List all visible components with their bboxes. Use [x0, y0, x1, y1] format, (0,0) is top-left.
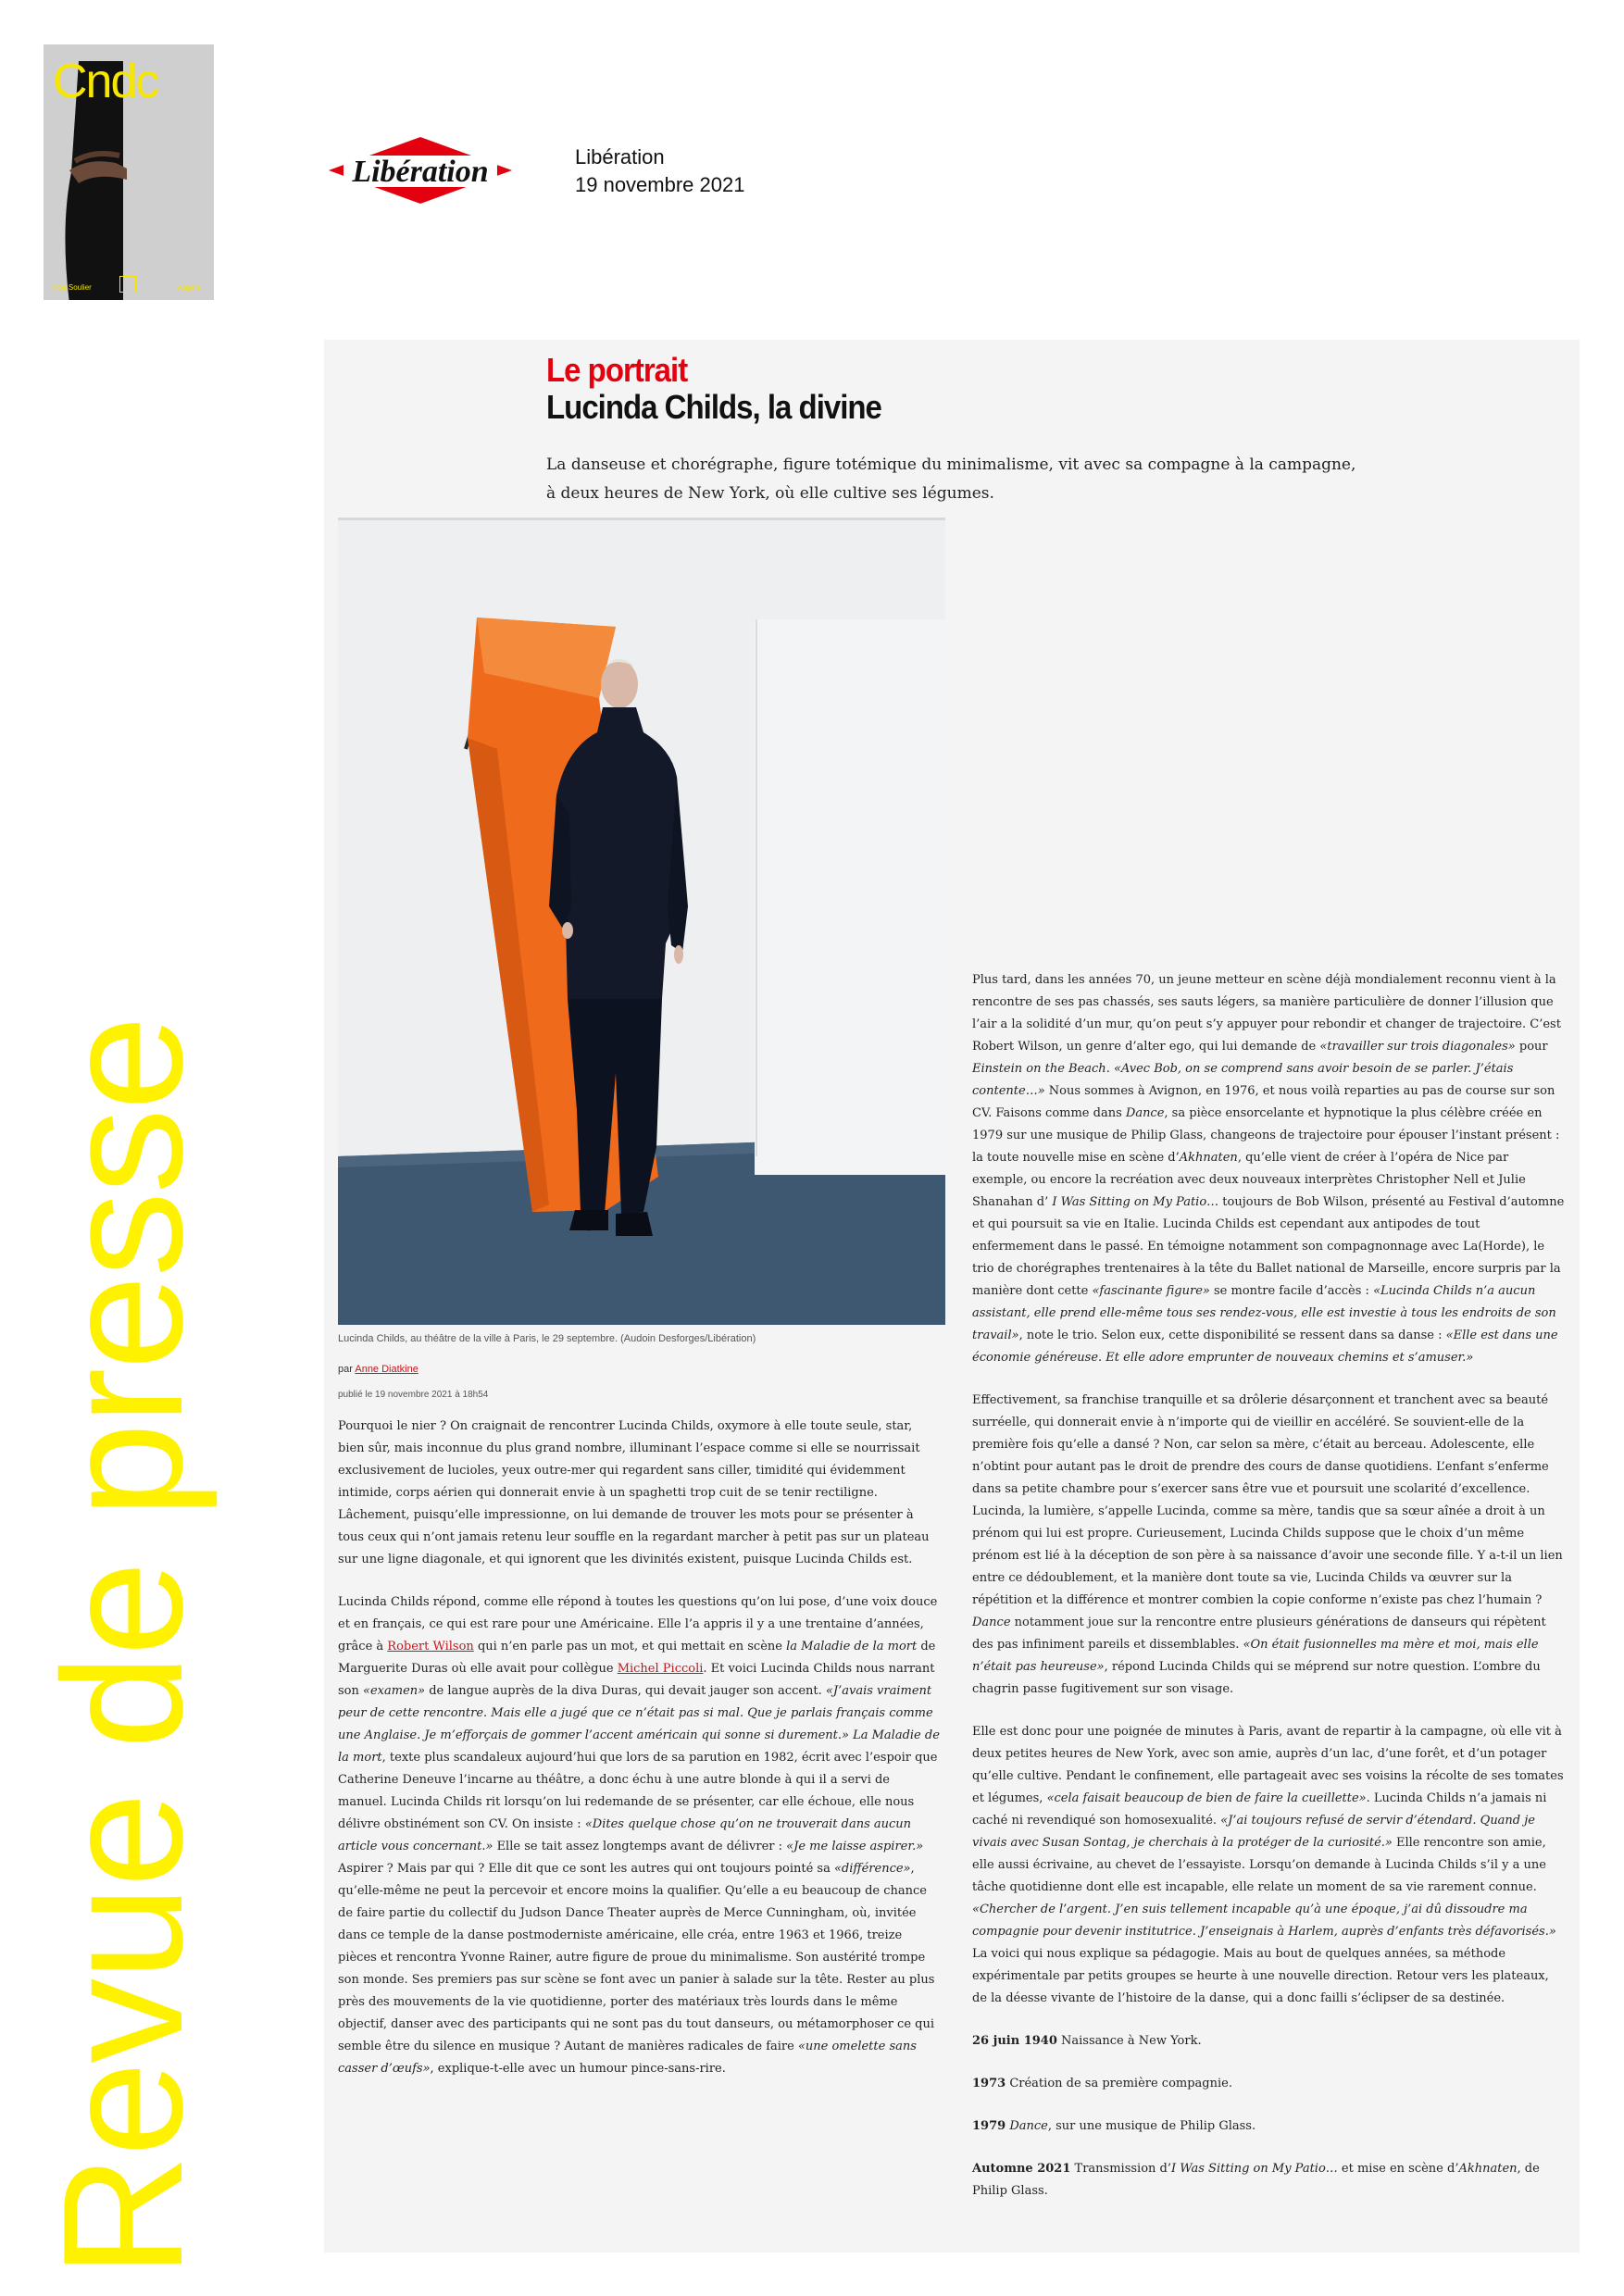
cover-qr-code: [119, 276, 136, 293]
photo-caption: Lucinda Childs, au théâtre de la ville à Paris, le 29 septembre. (Audoin Desforges/Libération): [338, 1333, 756, 1344]
article-headline: Lucinda Childs, la divine: [546, 388, 881, 426]
cover-footer-left: Noé Soulier: [53, 283, 92, 292]
timeline-item: 1979 Dance, sur une musique de Philip Glass.: [972, 2119, 1256, 2133]
byline: [338, 1364, 418, 1375]
cover-title: Cndc: [53, 55, 158, 108]
cover-thumbnail: [44, 44, 214, 300]
article-chapo: La danseuse et chorégraphe, figure totémique du minimalisme, vit avec sa compagne à la campagne, à deux heures de New York, où elle cultive ses légumes.: [546, 455, 1356, 503]
liberation-logo: [329, 137, 512, 204]
published-date: publié le 19 novembre 2021 à 18h54: [338, 1390, 489, 1400]
link-robert-wilson[interactable]: Robert Wilson: [387, 1640, 474, 1653]
article-body-right: [972, 969, 1565, 2223]
article-kicker: Le portrait: [546, 351, 688, 389]
source-date: 19 novembre 2021: [575, 173, 745, 196]
source-name: Libération: [575, 145, 665, 168]
paragraph: Effectivement, sa franchise tranquille et sa drôlerie désarçonnent et tranchent avec sa beauté surréelle, qui donnerait envie à n’importe qui de vieillir en accéléré. Se souvient-elle de la première fois qu’elle a dansé ? Non, car selon sa mère, c’était au berceau. Adolescente, elle n’obtint pour autant pas le droit de prendre des cours de danse quotidiens. L’enfant s’enferme dans sa petite chambre pour s’exercer sans être vue et poursuit une scolarité d’excellence. Lucinda, la lumière, s’appelle Lucinda, comme sa mère, tandis que sa sœur aînée a droit à un prénom qui lui est propre. Curieusement, Lucinda Childs suppose que le choix d’un même prénom est lié à la déception de son père à sa naissance d’avoir une seconde fille. Y a-t-il un lien entre ce dédoublement, et la manière dont toute sa vie, Lucinda Childs va œuvrer sur la répétition et la différence et montrer combien la copie conforme n’existe pas chez l’humain ? Dance notamment joue sur la rencontre entre plusieurs générations de danseurs qui répètent des pas infiniment pareils et dissemblables. «On était fusionnelles ma mère et moi, mais elle n’était pas heureuse», répond Lucinda Childs qui se méprend sur notre question. L’ombre du chagrin passe fugitivement sur son visage.: [972, 1393, 1563, 1696]
timeline-item: 26 juin 1940 Naissance à New York.: [972, 2034, 1202, 2048]
revue-de-presse-vertical-title: Revue de presse: [27, 1017, 218, 2277]
paragraph: Lucinda Childs répond, comme elle répond à toutes les questions qu’on lui pose, d’une voix douce et en français, ce qui est rare pour une Américaine. Elle l’a appris il y a une trentaine d’années, grâce à Robert Wilson qui n’en parle pas un mot, et qui mettait en scène la Maladie de la mort de Marguerite Duras où elle avait pour collègue Michel Piccoli. Et voici Lucinda Childs nous narrant son «examen» de langue auprès de la diva Duras, qui devait jauger son accent. «J’avais vraiment peur de cette rencontre. Mais elle a jugé que ce n’était pas si mal. Que je parlais français comme une Anglaise. Je m’efforçais de gommer l’accent américain qui sonne si durement.» La Maladie de la mort, texte plus scandaleux aujourd’hui que lors de sa parution en 1982, écrit avec l’espoir que Catherine Deneuve l’incarne au théâtre, a donc échu à une autre blonde à qui il a servi de manuel. Lucinda Childs rit lorsqu’on lui redemande de se présenter, car elle échoue, elle nous délivre obstinément son CV. On insiste : «Dites quelque chose qu’on ne trouverait dans aucun article vous concernant.» Elle se tait assez longtemps avant de délivrer : «Je me laisse aspirer.» Aspirer ? Mais par qui ? Elle dit que ce sont les autres qui ont toujours pointé sa «différence», qu’elle-même ne peut la percevoir et encore moins la qualifier. Qu’elle a eu beaucoup de chance de faire partie du collectif du Judson Dance Theater auprès de Merce Cunningham, où, invitée dans ce temple de la danse postmoderniste américaine, elle créa, entre 1963 et 1966, treize pièces et rencontra Yvonne Rainer, autre figure de proue du minimalisme. Son austérité trompe son monde. Ses premiers pas sur scène se font avec un panier à salade sur la tête. Rester au plus près des mouvements de la vie quotidienne, porter des matériaux très lourds dans le même objectif, danser avec des participants qui ne sont pas du tout danseurs, ou métamorphoser ce qui semble être du silence en musique ? Autant de manières radicales de faire «une omelette sans casser d’œufs», explique-t-elle avec un humour pince-sans-rire.: [338, 1595, 940, 2076]
press-source: [575, 144, 744, 199]
article-panel: [324, 340, 1580, 2252]
cover-footer-right: Angers: [177, 283, 201, 292]
timeline-item: Automne 2021 Transmission d’I Was Sitting on My Patio… et mise en scène d’Akhnaten, de Philip Glass.: [972, 2162, 1540, 2198]
paragraph: Elle est donc pour une poignée de minutes à Paris, avant de repartir à la campagne, où elle vit à deux petites heures de New York, avec son amie, auprès d’un lac, d’une forêt, et d’un potager qu’elle cultive. Pendant le confinement, elle partageait avec ses voisins la récolte de ses tomates et légumes, «cela faisait beaucoup de bien de faire la cueillette». Lucinda Childs n’a jamais ni caché ni revendiqué son homosexualité. «J’ai toujours refusé de servir d’étendard. Quand je vivais avec Susan Sontag, je cherchais à la protéger de la curiosité.» Elle rencontre son amie, elle aussi écrivaine, au chevet de l’essayiste. Lorsqu’on demande à Lucinda Childs s’il y a une tâche quotidienne dont elle est incapable, elle relate un moment de sa vie rarement connue. «Chercher de l’argent. J’en suis tellement incapable qu’à une époque, j’ai dû dissoudre ma compagnie pour devenir institutrice. J’enseignais à Harlem, auprès d’enfants très défavorisés.» La voici qui nous explique sa pédagogie. Mais au bout de quelques années, sa méthode expérimentale par petits groupes se heurte à une nouvelle direction. Retour vers les plateaux, de la déesse vivante de l’histoire de la danse, qui a donc failli s’éclipser de sa destinée.: [972, 1725, 1564, 2005]
timeline-item: 1973 Création de sa première compagnie.: [972, 2077, 1232, 2090]
paragraph: Pourquoi le nier ? On craignait de rencontrer Lucinda Childs, oxymore à elle toute seule, star, bien sûr, mais inconnue du plus grand nombre, illuminant l’espace comme si elle se nourrissait exclusivement de lucioles, yeux outre-mer qui regardent sans ciller, timidité qui évidemment intimide, corps aérien qui donnerait envie à un spaghetti trop cuit de se tenir rectiligne. Lâchement, puisqu’elle impressionne, on lui demande de trouver les mots pour se présenter à tous ceux qui n’ont jamais retenu leur souffle en la regardant marcher à petit pas sur un plateau sur une ligne diagonale, et qui ignorent que les divinités existent, puisque Lucinda Childs est.: [338, 1419, 930, 1566]
timeline: [972, 2030, 1565, 2202]
svg-text:Libération: Libération: [352, 155, 489, 189]
article-photo: [338, 518, 945, 1325]
author-link[interactable]: Anne Diatkine: [355, 1364, 418, 1375]
link-michel-piccoli[interactable]: Michel Piccoli: [617, 1662, 704, 1676]
article-body-left: [338, 1416, 940, 2101]
byline-prefix: par: [338, 1364, 353, 1375]
paragraph: Plus tard, dans les années 70, un jeune metteur en scène déjà mondialement reconnu vient à la rencontre de ses pas chassés, ses sauts légers, sa manière particulière de donner l’illusion que l’air a la solidité d’un mur, qu’on peut s’y appuyer pour rebondir et changer de trajectoire. C’est Robert Wilson, un genre d’alter ego, qui lui demande de «travailler sur trois diagonales» pour Einstein on the Beach. «Avec Bob, on se comprend sans avoir besoin de se parler. J’étais contente…» Nous sommes à Avignon, en 1976, et nous voilà reparties au pas de course sur son CV. Faisons comme dans Dance, sa pièce ensorcelante et hypnotique la plus célèbre créée en 1979 sur une musique de Philip Glass, changeons de trajectoire pour épouser l’instant présent : la toute nouvelle mise en scène d’Akhnaten, qu’elle vient de créer à l’opéra de Nice par exemple, ou encore la recréation avec deux nouveaux interprètes Christopher Nell et Julie Shanahan d’ I Was Sitting on My Patio… toujours de Bob Wilson, présenté au Festival d’automne et qui poursuit sa vie en Italie. Lucinda Childs est cependant aux antipodes de tout enfermement dans le passé. En témoigne notamment son compagnonnage avec La(Horde), le trio de chorégraphes trentenaires à la tête du Ballet national de Marseille, encore surpris par la manière dont cette «fascinante figure» se montre facile d’accès : «Lucinda Childs n’a aucun assistant, elle prend elle-même tous ses rendez-vous, elle est investie à tous les endroits de son travail», note le trio. Selon eux, cette disponibilité se ressent dans sa danse : «Elle est dans une économie généreuse. Et elle adore emprunter de nouveaux chemins et s’amuser.»: [972, 973, 1565, 1365]
